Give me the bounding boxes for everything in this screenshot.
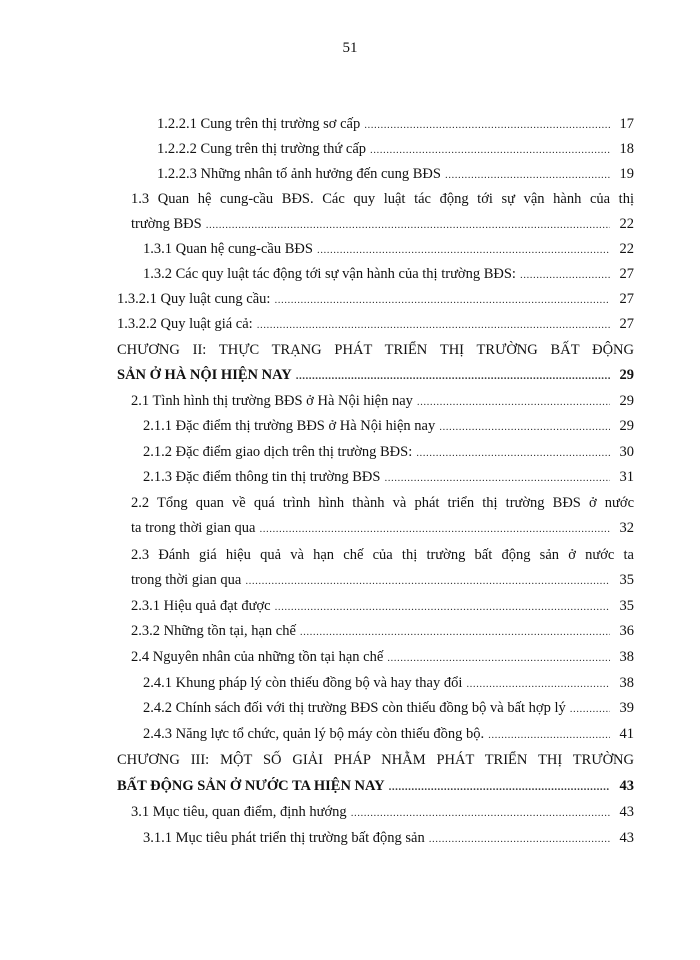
toc-entry-label: 2.1.3 Đặc điểm thông tin thị trường BĐS xyxy=(143,469,381,485)
toc-entry-2-3-2[interactable] xyxy=(131,623,634,640)
toc-entry-2-4-1[interactable] xyxy=(143,675,634,692)
toc-entry-label: 2.4.1 Khung pháp lý còn thiếu đồng bộ và hay thay đổi xyxy=(143,675,463,691)
toc-entry-label: 1.2.2.3 Những nhân tố ảnh hưởng đến cung BĐS xyxy=(157,166,441,182)
toc-entry-2-1[interactable] xyxy=(131,393,634,410)
dot-leader xyxy=(429,833,610,845)
toc-entry-label: 2.3.2 Những tồn tại, hạn chế xyxy=(131,623,296,639)
toc-entry-page: 43 xyxy=(619,778,634,794)
toc-entry-label: trường BĐS xyxy=(131,216,202,232)
dot-leader xyxy=(439,421,610,433)
toc-entry-label: trong thời gian qua xyxy=(131,572,242,588)
toc-entry-2-3-line1: 2.3 Đánh giá hiệu quả và hạn chế của thị trường bất động sản ở nước ta xyxy=(131,547,634,563)
toc-entry-2-4-3[interactable] xyxy=(143,726,634,743)
toc-entry-label: 2.4.2 Chính sách đối với thị trường BĐS còn thiếu đồng bộ và bất hợp lý xyxy=(143,700,566,716)
toc-entry-page: 27 xyxy=(619,291,634,307)
toc-entry-2-1-3[interactable] xyxy=(143,469,634,486)
dot-leader xyxy=(259,523,610,535)
dot-leader xyxy=(445,169,610,181)
toc-entry-label: 2.1.1 Đặc điểm thị trường BĐS ở Hà Nội hiện nay xyxy=(143,418,436,434)
toc-entry-page: 43 xyxy=(619,804,634,820)
dot-leader xyxy=(370,144,610,156)
toc-entry-page: 22 xyxy=(619,241,634,257)
toc-entry-2-4-2[interactable] xyxy=(143,700,634,717)
toc-entry-label: 1.2.2.1 Cung trên thị trường sơ cấp xyxy=(157,116,361,132)
toc-entry-page: 39 xyxy=(619,700,634,716)
toc-entry-page: 18 xyxy=(619,141,634,157)
toc-entry-2-2[interactable] xyxy=(131,520,634,537)
toc-entry-page: 41 xyxy=(619,726,634,742)
dot-leader xyxy=(257,319,610,331)
dot-leader xyxy=(275,601,610,613)
dot-leader xyxy=(364,119,610,131)
toc-chapter-2[interactable] xyxy=(117,367,634,384)
dot-leader xyxy=(387,652,610,664)
toc-chapter-2-line1: CHƯƠNG II: THỰC TRẠNG PHÁT TRIỂN THỊ TRƯỜNG BẤT ĐỘNG xyxy=(117,342,634,358)
page-number: 51 xyxy=(342,40,358,56)
toc-entry-label: 1.3.2 Các quy luật tác động tới sự vận hành của thị trường BĐS: xyxy=(143,266,516,282)
dot-leader xyxy=(389,781,610,793)
dot-leader xyxy=(317,244,610,256)
toc-entry-2-3[interactable] xyxy=(131,572,634,589)
toc-entry-1-3-2-2[interactable] xyxy=(117,316,634,333)
toc-entry-page: 32 xyxy=(619,520,634,536)
toc-entry-page: 31 xyxy=(619,469,634,485)
toc-entry-1-3-line1: 1.3 Quan hệ cung-cầu BĐS. Các quy luật tác động tới sự vận hành của thị xyxy=(131,191,634,207)
toc-chapter-3[interactable] xyxy=(117,778,634,795)
toc-entry-label: 1.3.2.2 Quy luật giá cả: xyxy=(117,316,253,332)
dot-leader xyxy=(351,807,610,819)
toc-entry-1-2-2-3[interactable] xyxy=(157,166,634,183)
toc-entry-page: 35 xyxy=(619,598,634,614)
dot-leader xyxy=(570,703,610,715)
toc-entry-label: ta trong thời gian qua xyxy=(131,520,256,536)
toc-entry-label: 2.1.2 Đặc điểm giao dịch trên thị trường BĐS: xyxy=(143,444,413,460)
toc-entry-2-2-line1: 2.2 Tổng quan về quá trình hình thành và phát triển thị trường BĐS ở nước xyxy=(131,495,634,511)
toc-entry-2-1-2[interactable] xyxy=(143,444,634,461)
toc-entry-page: 29 xyxy=(619,418,634,434)
dot-leader xyxy=(466,678,610,690)
toc-entry-2-1-1[interactable] xyxy=(143,418,634,435)
toc-entry-page: 27 xyxy=(619,266,634,282)
dot-leader xyxy=(296,370,610,382)
toc-entry-page: 38 xyxy=(619,675,634,691)
toc-entry-page: 38 xyxy=(619,649,634,665)
toc-entry-page: 27 xyxy=(619,316,634,332)
dot-leader xyxy=(206,219,610,231)
toc-entry-page: 17 xyxy=(619,116,634,132)
toc-entry-label: 1.2.2.2 Cung trên thị trường thứ cấp xyxy=(157,141,367,157)
toc-entry-label: 2.4.3 Năng lực tổ chức, quản lý bộ máy còn thiếu đồng bộ. xyxy=(143,726,485,742)
toc-entry-1-2-2-1[interactable] xyxy=(157,116,634,133)
toc-entry-label: 1.3.2.1 Quy luật cung cầu: xyxy=(117,291,271,307)
toc-entry-page: 19 xyxy=(619,166,634,182)
toc-entry-page: 36 xyxy=(619,623,634,639)
toc-entry-2-3-1[interactable] xyxy=(131,598,634,615)
toc-entry-page: 30 xyxy=(619,444,634,460)
toc-entry-3-1[interactable] xyxy=(131,804,634,821)
dot-leader xyxy=(488,729,610,741)
dot-leader xyxy=(274,294,610,306)
toc-entry-label: 2.4 Nguyên nhân của những tồn tại hạn chế xyxy=(131,649,384,665)
toc-entry-1-3-1[interactable] xyxy=(143,241,634,258)
dot-leader xyxy=(520,269,610,281)
dot-leader xyxy=(300,626,610,638)
toc-entry-page: 29 xyxy=(619,393,634,409)
toc-entry-1-3-2[interactable] xyxy=(143,266,634,283)
toc-chapter-3-line1: CHƯƠNG III: MỘT SỐ GIẢI PHÁP NHẰM PHÁT TRIỂN THỊ TRƯỜNG xyxy=(117,752,634,768)
toc-entry-label: 2.1 Tình hình thị trường BĐS ở Hà Nội hiện nay xyxy=(131,393,413,409)
toc-entry-1-2-2-2[interactable] xyxy=(157,141,634,158)
toc-entry-2-4[interactable] xyxy=(131,649,634,666)
toc-entry-1-3[interactable] xyxy=(131,216,634,233)
toc-entry-page: 35 xyxy=(619,572,634,588)
toc-entry-1-3-2-1[interactable] xyxy=(117,291,634,308)
dot-leader xyxy=(417,396,610,408)
toc-entry-label: 3.1 Mục tiêu, quan điểm, định hướng xyxy=(131,804,347,820)
toc-entry-label: 2.3.1 Hiệu quả đạt được xyxy=(131,598,271,614)
dot-leader xyxy=(384,472,610,484)
dot-leader xyxy=(416,447,610,459)
dot-leader xyxy=(245,575,610,587)
toc-entry-page: 22 xyxy=(619,216,634,232)
toc-entry-label: SẢN Ở HÀ NỘI HIỆN NAY xyxy=(117,367,292,383)
toc-entry-page: 43 xyxy=(619,830,634,846)
toc-entry-label: 3.1.1 Mục tiêu phát triển thị trường bất động sản xyxy=(143,830,425,846)
toc-entry-page: 29 xyxy=(619,367,634,383)
toc-entry-3-1-1[interactable] xyxy=(143,830,634,847)
toc-entry-label: 1.3.1 Quan hệ cung-cầu BĐS xyxy=(143,241,313,257)
toc-entry-label: BẤT ĐỘNG SẢN Ở NƯỚC TA HIỆN NAY xyxy=(117,778,385,794)
